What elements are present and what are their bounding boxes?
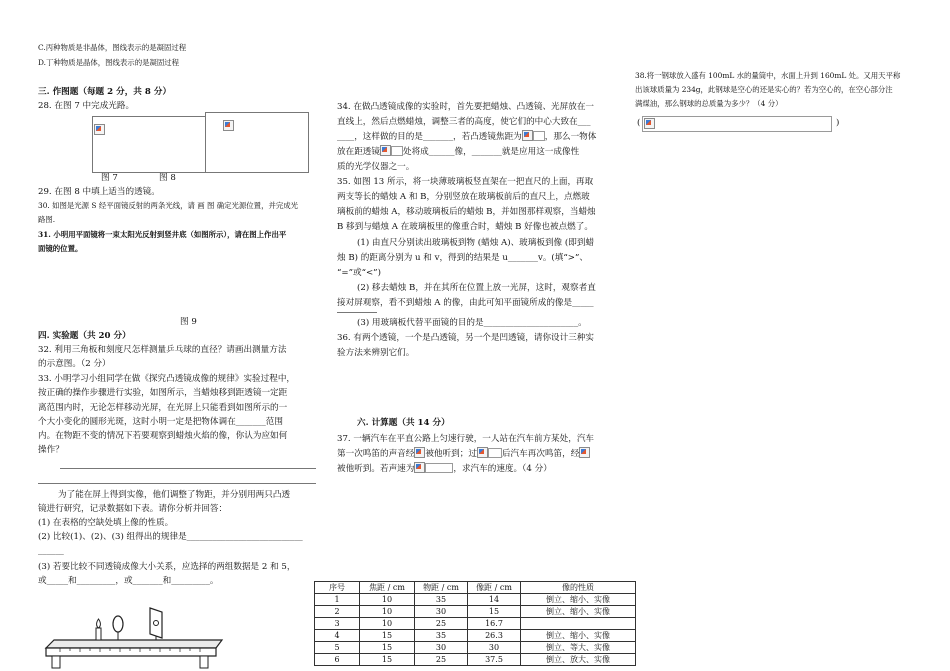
- figure-8-caption: 图 8: [159, 173, 176, 183]
- table-cell: 1: [315, 594, 360, 606]
- table-cell: 倒立、缩小、实像: [521, 606, 636, 618]
- question-35-line-1: 35. 如图 13 所示，将一块薄玻璃板竖直架在一把直尺的上面，再取: [337, 177, 594, 187]
- question-34-line-5: 质的光学仪器之一。: [337, 162, 415, 172]
- answer-line: [337, 312, 377, 313]
- sub-question-1: (1) 在表格的空缺处填上像的性质。: [38, 518, 174, 528]
- broken-image-icon: [579, 447, 590, 458]
- question-33-line-1: 33. 小明学习小组同学在做《探究凸透镜成像的规律》实验过程中，: [38, 374, 296, 384]
- question-35-line-4: B 移到与蜡烛 A 在玻璃板里的像重合时，蜡烛 B 好像也被点燃了。: [337, 222, 593, 232]
- table-header-cell: 序号: [315, 582, 360, 594]
- question-30-line-1: 30. 如图是光源 S 经平面镜反射的两条光线，请 画 图 确定光源位置，并完成光: [38, 201, 299, 210]
- answer-line: [38, 483, 316, 484]
- question-35-sub-1-cont: 烛 B) 的距离分别为 u 和 v，得到的结果是 u_______v。(填“>”、: [337, 253, 588, 263]
- table-header-cell: 像距 / cm: [468, 582, 521, 594]
- question-33-line-3: 离范围内时，无论怎样移动光屏，在光屏上只能看到如图所示的一: [38, 403, 288, 413]
- table-row: [315, 630, 636, 642]
- question-35-sub-2-cont: 接对屏观察，看不到蜡烛 A 的像，由此可知平面镜所成的像是_____: [337, 298, 594, 308]
- question-37-line-2-text-b: 被他听到；过: [425, 449, 477, 459]
- figure-7-frame: [92, 116, 206, 173]
- table-header-cell: 物距 / cm: [415, 582, 468, 594]
- question-33-line-4: 个大小变化的圆形光斑，这时小明一定是把物体调在_______范围: [38, 417, 283, 427]
- table-header-row: [315, 582, 636, 594]
- broken-image-icon: [644, 118, 655, 129]
- question-36-line-2: 验方法来辨别它们。: [337, 348, 415, 358]
- table-cell: 26.3: [468, 630, 521, 642]
- table-cell: 倒立、放大、实像: [521, 654, 636, 666]
- table-cell: 5: [315, 642, 360, 654]
- table-cell: 37.5: [468, 654, 521, 666]
- table-cell: 30: [415, 642, 468, 654]
- sub-question-3-cont: 或_____和_________，或_______和_________。: [38, 576, 219, 586]
- question-37-line-3-text-a: 被他听到。若声速为: [337, 464, 415, 474]
- question-33-line-2: 按正确的操作步骤进行实验，如图所示，当蜡烛移到距透镜一定距: [38, 388, 288, 398]
- question-31-line-1: 31. 小明用平面镜将一束太阳光反射到竖井底（如图所示），请在图上作出平: [38, 230, 287, 239]
- paragraph-line-2: 镜进行研究，记录数据如下表。请你分析并回答：: [38, 504, 228, 514]
- table-cell: 25: [415, 618, 468, 630]
- option-c: C.丙种物质是非晶体，图线表示的是凝固过程: [38, 43, 187, 52]
- question-34-line-4: [337, 145, 579, 159]
- table-cell: 倒立、缩小、实像: [521, 594, 636, 606]
- table-header-cell: 像的性质: [521, 582, 636, 594]
- table-cell: 10: [360, 594, 415, 606]
- table-cell: 35: [415, 594, 468, 606]
- figure-7-caption: 图 7: [101, 173, 118, 183]
- formula-placeholder: [391, 146, 403, 156]
- optical-bench-illustration: [40, 604, 230, 671]
- question-34-line-2: 直线上，然后点燃蜡烛，调整三者的高度，使它们的中心大致在___: [337, 117, 591, 127]
- table-row: [315, 606, 636, 618]
- broken-image-icon: [414, 447, 425, 458]
- broken-image-icon: [380, 145, 391, 156]
- figure-9-caption: 图 9: [180, 317, 197, 327]
- table-cell: 4: [315, 630, 360, 642]
- question-38-line-3: 满煤油，那么钢球的总质量为多少？（4 分）: [635, 99, 783, 108]
- section-6-title: 六. 计算题（共 14 分）: [357, 418, 450, 428]
- answer-image-frame: [642, 116, 832, 132]
- table-cell: 15: [468, 606, 521, 618]
- question-34-line-3-text-a: ____，这样做的目的是_______，若凸透镜焦距为: [337, 132, 522, 142]
- table-cell: 30: [415, 606, 468, 618]
- broken-image-icon: [223, 120, 234, 131]
- question-35-sub-1-options: “=”或“<”): [337, 268, 381, 278]
- question-37-line-1: 37. 一辆汽车在平直公路上匀速行驶，一人站在汽车前方某处，汽车: [337, 434, 595, 444]
- close-parenthesis: ): [836, 118, 840, 128]
- table-cell: 30: [468, 642, 521, 654]
- question-29: 29. 在图 8 中填上适当的透镜。: [38, 187, 160, 197]
- answer-line: [60, 468, 316, 469]
- sub-question-3: (3) 若要比较不同透镜成像大小关系，应选择的两组数据是 2 和 5，: [38, 562, 296, 572]
- sub-question-2-cont: ______: [38, 546, 64, 556]
- open-parenthesis: (: [637, 118, 641, 128]
- question-34-line-4-text-a: 放在距透镜: [337, 147, 380, 157]
- table-cell: 35: [415, 630, 468, 642]
- table-cell: 6: [315, 654, 360, 666]
- table-cell: 14: [468, 594, 521, 606]
- question-34-line-3: [337, 130, 596, 144]
- question-28: 28. 在图 7 中完成光路。: [38, 101, 135, 111]
- question-36-line-1: 36. 有两个透镜，一个是凸透镜，另一个是凹透镜，请你设计三种实: [337, 333, 595, 343]
- question-38-line-2: 出该球质量为 234g，此钢球是空心的还是实心的？若为空心的，在空心部分注: [635, 85, 893, 94]
- paragraph-line-1: 为了能在屏上得到实像，他们调整了物距，并分别用两只凸透: [58, 490, 291, 500]
- table-row: [315, 654, 636, 666]
- question-33-line-6: 操作？: [38, 445, 64, 455]
- question-35-sub-2: (2) 移去蜡烛 B，并在其所在位置上放一光屏，这时，观察者直: [357, 283, 596, 293]
- broken-image-icon: [522, 130, 533, 141]
- table-header-cell: 焦距 / cm: [360, 582, 415, 594]
- table-cell: [521, 618, 636, 630]
- broken-image-icon: [414, 462, 425, 473]
- question-34-line-4-text-b: 处将成______像，_______就是应用这一成像性: [402, 147, 580, 157]
- question-37-line-3: [337, 462, 552, 476]
- broken-image-icon: [94, 124, 105, 135]
- lens-data-table: [314, 581, 636, 666]
- table-cell: 倒立、等大、实像: [521, 642, 636, 654]
- question-37-line-2-text-c: 后汽车再次鸣笛，经: [501, 449, 580, 459]
- question-30-line-2: 路图.: [38, 215, 56, 224]
- question-35-line-3: 璃板前的蜡烛 A，移动玻璃板后的蜡烛 B，并如图那样观察，当蜡烛: [337, 207, 596, 217]
- question-34-line-1: 34. 在做凸透镜成像的实验时，首先要把蜡烛、凸透镜、光屏放在一: [337, 102, 595, 112]
- question-35-line-2: 两支等长的蜡烛 A 和 B，分别竖放在玻璃板前后的直尺上，点燃玻: [337, 192, 590, 202]
- table-cell: 25: [415, 654, 468, 666]
- formula-placeholder: [425, 463, 453, 473]
- question-35-sub-1: (1) 由直尺分别读出玻璃板到物 (蜡烛 A)、玻璃板到像 (即到蜡: [357, 238, 595, 248]
- table-cell: 10: [360, 618, 415, 630]
- table-cell: 15: [360, 654, 415, 666]
- table-cell: 10: [360, 606, 415, 618]
- sub-question-2: (2) 比较(1)、(2)、(3) 组得出的规律是___________________________: [38, 532, 303, 542]
- question-34-line-3-text-b: ，那么一物体: [544, 132, 597, 142]
- question-37-line-3-text-b: ，求汽车的速度。（4 分）: [453, 464, 552, 474]
- question-32-line-2: 的示意图。（2 分）: [38, 359, 111, 369]
- question-33-line-5: 内。在物距不变的情况下若要观察到蜡烛火焰的像，你认为应如何: [38, 431, 288, 441]
- table-cell: 15: [360, 642, 415, 654]
- section-3-title: 三. 作图题（每题 2 分，共 8 分）: [38, 87, 172, 97]
- question-37-line-2: [337, 447, 590, 461]
- table-cell: 2: [315, 606, 360, 618]
- table-row: [315, 594, 636, 606]
- table-cell: 16.7: [468, 618, 521, 630]
- question-37-line-2-text-a: 第一次鸣笛的声音经: [337, 449, 415, 459]
- formula-placeholder: [533, 131, 545, 141]
- question-32-line-1: 32. 利用三角板和刻度尺怎样测量乒乓球的直径？请画出测量方法: [38, 345, 287, 355]
- question-31-line-2: 面镜的位置。: [38, 244, 83, 253]
- broken-image-icon: [477, 447, 488, 458]
- table-cell: 倒立、缩小、实像: [521, 630, 636, 642]
- table-row: [315, 618, 636, 630]
- figure-8-frame: [205, 112, 309, 173]
- question-35-sub-3: (3) 用玻璃板代替平面镜的目的是______________________。: [357, 318, 587, 328]
- option-d: D.丁种物质是晶体，图线表示的是凝固过程: [38, 58, 180, 67]
- section-4-title: 四. 实验题（共 20 分）: [38, 331, 131, 341]
- table-row: [315, 642, 636, 654]
- table-cell: 15: [360, 630, 415, 642]
- table-cell: 3: [315, 618, 360, 630]
- formula-placeholder: [488, 448, 502, 458]
- question-38-line-1: 38.将一钢球放入盛有 100mL 水的量筒中，水面上升到 160mL 处。又用天平称: [635, 71, 901, 80]
